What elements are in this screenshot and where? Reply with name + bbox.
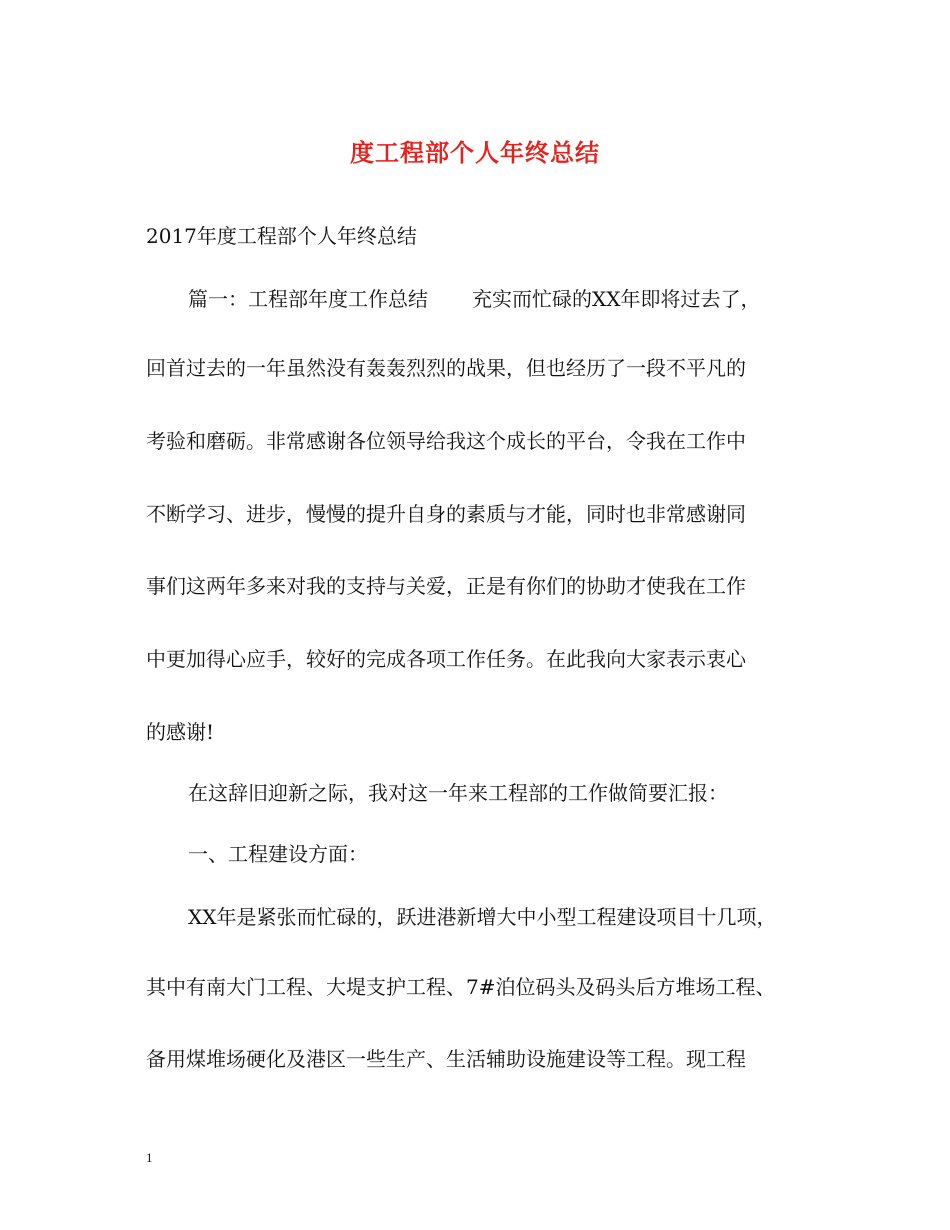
page-number: 1 bbox=[146, 1150, 153, 1165]
paragraph-3-line-1: XX年是紧张而忙碌的，跃进港新增大中小型工程建设项目十几项， bbox=[188, 905, 777, 929]
paragraph-1-line-3: 考验和磨砺。非常感谢各位领导给我这个成长的平台，令我在工作中 bbox=[146, 429, 746, 453]
paragraph-3-line-2: 其中有南大门工程、大堤支护工程、7#泊位码头及码头后方堆场工程、 bbox=[146, 975, 776, 999]
section-lead: 篇一：工程部年度工作总结 bbox=[188, 287, 428, 311]
paragraph-1-line-6: 中更加得心应手，较好的完成各项工作任务。在此我向大家表示衷心 bbox=[146, 647, 746, 671]
subtitle: 2017年度工程部个人年终总结 bbox=[146, 224, 417, 248]
paragraph-3-line-3: 备用煤堆场硬化及港区一些生产、生活辅助设施建设等工程。现工程 bbox=[146, 1047, 746, 1071]
document-title: 度工程部个人年终总结 bbox=[350, 138, 600, 167]
section-1-heading: 一、工程建设方面： bbox=[188, 842, 368, 866]
paragraph-2: 在这辞旧迎新之际，我对这一年来工程部的工作做简要汇报： bbox=[188, 781, 728, 805]
paragraph-1-line-1-rest: 充实而忙碌的XX年即将过去了， bbox=[472, 287, 761, 311]
paragraph-1-line-5: 事们这两年多来对我的支持与关爱，正是有你们的协助才使我在工作 bbox=[146, 574, 746, 598]
paragraph-1-line-4: 不断学习、进步，慢慢的提升自身的素质与才能，同时也非常感谢同 bbox=[146, 502, 746, 526]
paragraph-1-line-7: 的感谢! bbox=[146, 720, 215, 744]
paragraph-1-first-line bbox=[188, 285, 760, 313]
paragraph-1-line-2: 回首过去的一年虽然没有轰轰烈烈的战果，但也经历了一段不平凡的 bbox=[146, 356, 746, 380]
